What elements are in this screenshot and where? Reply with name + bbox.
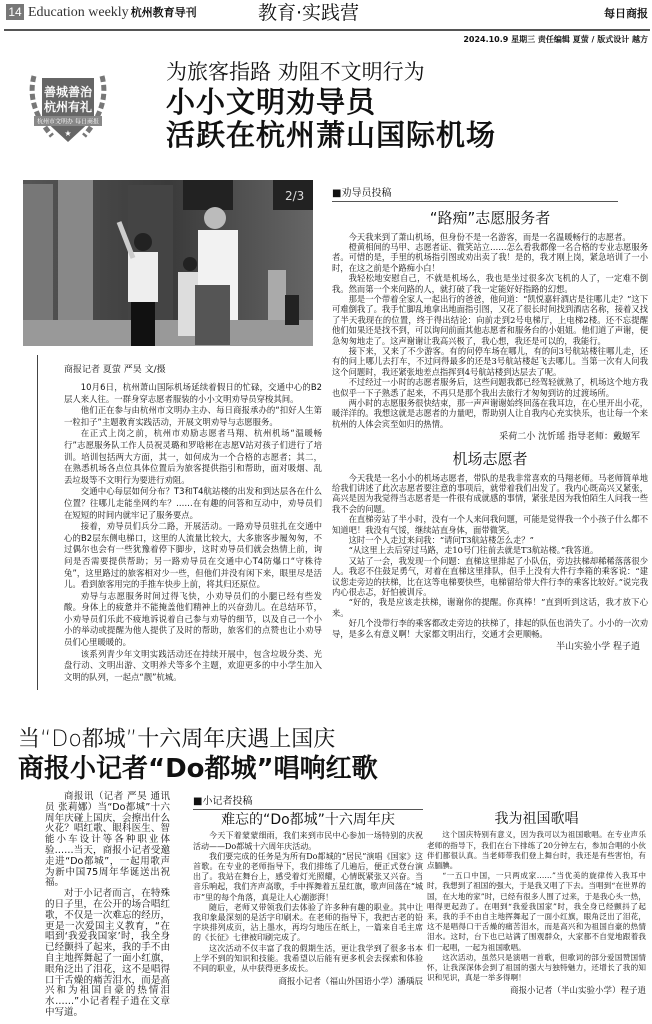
- reporter-column-2: [427, 812, 646, 997]
- edition-cn: 杭州教育导刊: [130, 6, 197, 19]
- article-body: [332, 473, 648, 640]
- story1-body: [64, 382, 322, 683]
- story1-byline: 商报记者 夏萤 严昊 文/摄: [64, 365, 166, 375]
- paragraph: 接着，劝导员们兵分二路，开展活动。一路劝导员驻扎在交通中心的B2层东侧电梯口，这里的人流量比较大，大多旅客步履匆匆，不过偶尔也会有一些犹豫着停下脚步，这时劝导员们就会热情上前，询问是否需要提供帮助；另一路劝导员在交通中心T4防爆口“守株待兔”，这里路过的旅客相对少一些，但他们并没有闲下来，眼里尽是活儿。看到旅客用完的手推车快步上前，将其归还原位。: [64, 521, 322, 590]
- article-body: [193, 831, 423, 974]
- paragraph: 他们正在参与由杭州市文明办主办、每日商报承办的“扣好人生第一粒扣子”主题教育实践活动，开展文明劝导与志愿服务。: [64, 405, 322, 427]
- paragraph: 这次活动，虽然只是演唱一首歌，但歌词的部分爱国赞国情怀，让我深深体会到了祖国的强大与独特魅力，还增长了我的知识和见识，真是一举多得啊！: [427, 952, 646, 983]
- paragraph: 这时一个人走过来问我：“请问T3航站楼怎么走？”: [348, 534, 534, 545]
- paragraph: 在正式上岗之前，杭州市劝励志愿者马翔、杭州机场“温暖畅行”志愿服务队工作人员祝灵璐和罗晗彬在志愿V站对孩子们进行了培训。培训包括两大方面，其一，如何成为一个合格的志愿者；其二，在熟悉机场各点位具体位置后为旅客提供指引和帮助，面对吸烟、乱丢垃圾等不文明行为要进行劝阻。: [64, 428, 322, 485]
- article-body: [427, 830, 646, 983]
- story1-headline-2: 活跃在杭州萧山国际机场: [166, 118, 497, 152]
- story2-body: [45, 792, 170, 1019]
- paragraph: 我轻松地安慰自己，不就是机场么，我也是坐过很多次飞机的人了，一定难不倒我。然而第一个来问路的人，就打破了我一定能好好指路的幻想。: [332, 273, 648, 294]
- story1-headline-1: 小小文明劝导员: [166, 85, 377, 119]
- campaign-logo: [22, 56, 114, 148]
- dateline: 2024.10.9 星期三 责任编辑 夏萤 / 版式设计 越方: [463, 35, 648, 44]
- story2-headline: 商报小记者“Do都城”唱响红歌: [18, 754, 378, 784]
- header-rule: [4, 29, 650, 31]
- paragraph: 商报讯（记者 严昊 通讯员 张莉娜）当“Do都城”十六周年庆碰上国庆，会擦出什么火花？唱红歌、眼科医生、智能小车设计等各种职业体验……当天，商报小记者受邀走进“Do都城”，一起用歌声为新中国75周年华诞送出祝福。: [45, 791, 170, 889]
- paragraph: 该系列青少年文明实践活动还在持续开展中，包含垃圾分类、光盘行动、文明出游、文明养犬等多个主题，欢迎更多的中小学生加入文明的队列，一起点“靓”杭城。: [64, 648, 322, 682]
- paper-name: 每日商报: [604, 7, 648, 20]
- edition-en: Education weekly: [28, 5, 129, 20]
- paragraph: 10月6日，杭州萧山国际机场延续着假日的忙碌，交通中心的B2层人来人往。一群身穿志愿者服装的小小文明劝导员穿梭其间。: [64, 382, 322, 404]
- contributions-column: [332, 188, 648, 661]
- paragraph: 随后，老师又带领我们去体验了许多种有趣的职业。其中让我印象最深刻的是活字印刷术。在老师的指导下，我把古老的铅字块排列成页，沾上墨水，再均匀地压在纸上，一篇来自毛主席的《长征》七律被印刷完成了。: [193, 902, 423, 943]
- logo-line2: 杭州有礼: [43, 100, 93, 114]
- paragraph: 又站了一会，我发现一个问题：直梯这里排起了小队伍，旁边扶梯却稀稀落落很少人。我忍不住鼓足勇气，对着在直梯这里排队，但手上没有大件行李箱的乘客说：“建议您走旁边的扶梯，比在这等电梯要快些，电梯留给带大件行李的乘客比较好。”说完我内心很忐忑，好怕被训斥。: [332, 555, 648, 597]
- article-body: [332, 232, 648, 430]
- section-title: 教育·实践营: [258, 2, 360, 24]
- paragraph: 交通中心每层如何分布？T3和T4航站楼的出发和到达层各在什么位置？往哪儿走能坐网约车？……在有趣的问答和互动中，劝导员们在短短的时间内就牢记了服务要点。: [64, 486, 322, 520]
- edition-name: [28, 6, 197, 20]
- paragraph: 橙黄相间的马甲、志愿者证、微笑站立……怎么看我都像一名合格的专业志愿服务者。可惜的是，手里的机场指引图或劝出卖了我！是的，我才刚上岗，紧急培训了一小时，在这之前是个路痴小白！: [332, 241, 648, 273]
- paragraph: 那是一个带着全家人一起出行的爸爸，他问道：“凯悦嘉轩酒店是往哪儿走？”这下可难倒我了。我手忙脚乱地拿出地面指引图，又花了很长时间找到酒店名称，接着又找了半天我现在的位置，终于得出结论：向前走到2号电梯厅，上电梯2楼。还不忘提醒他们如果还是找不到，可以询问前面其他志愿者和服务台的小姐姐。他们道了声谢，便急匆匆地走了。这声谢谢让我高兴极了，我心想，我还是可以的，我能行。: [332, 293, 648, 346]
- airport-photo: [23, 180, 313, 346]
- svg-text:★: ★: [64, 129, 72, 138]
- article-title: 难忘的“Do都城”十六周年庆: [221, 812, 395, 828]
- article-title: 机场志愿者: [452, 450, 528, 469]
- paragraph: 在直梯旁站了半小时，没有一个人来问我问题，可能是觉得我一个小孩子什么都不知道吧！我没有气馁，继续站直身体，面带微笑。: [332, 514, 648, 535]
- article-title: “路痴”志愿服务者: [429, 209, 551, 227]
- article-credit: 半山实验小学 程子逍: [556, 642, 640, 653]
- paragraph: “一五口中国，一只两成家……”当优美的旋律传入我耳中时，我想到了祖国的强大，于是我又唱了下去。当唱到“在世界的国，在大地的家”时，已经有很多人围了过来，于是我心头一热，唱得更起劲了。在唱到“我爱我国家”时，我全身已经颤抖了起来，我的手不由自主地挥舞起了一面小红旗，眼角泛出了泪花，这不是唱得口干舌燥的痛苦泪水，而是高兴和为祖国自豪的热情泪水。这时，台下也已站满了围观群众，大家都不自觉地跟着我们一起唱，一起为祖国歌唱。: [427, 871, 646, 952]
- logo-line1: 善城善治: [43, 85, 93, 99]
- logo-ribbon: 杭州市文明办 每日商报: [37, 118, 99, 126]
- paragraph: “从这里上去后穿过马路，走10号门往前去就是T3航站楼。”我答道。: [348, 545, 599, 556]
- column-rule: [37, 355, 38, 690]
- page-number: 14: [6, 4, 24, 20]
- paragraph: 这次活动不仅丰富了我的假期生活，更让我学到了很多书本上学不到的知识和技能。我希望以后能有更多机会去探索和体验不同的职业，从中获得更多成长。: [193, 943, 423, 974]
- section-tag: ■小记者投稿: [193, 796, 423, 810]
- paragraph: 接下来，又来了不少游客。有的问停车场在哪儿，有的问3号航站楼往哪儿走，还有的问上哪儿去打车，不过问得最多的还是3号航站楼起飞去哪儿。当第一次有人问我这个问题时，我还紧张地差点指挥到4号航站楼到达层去了呢。: [332, 345, 648, 377]
- paragraph: 劝导与志愿服务时间过得飞快，小劝导员们的小腿已经有些发酸。身体上的疲惫并不能掩盖他们精神上的兴奋劲儿。在总结环节，小劝导员们乐此不疲地诉说着自己参与劝导的细节，以及自己一个小小的举动或提醒为他人提供了及时的帮助，旅客们的点赞也让小劝导员们心里暖暖的。: [64, 590, 322, 648]
- paragraph: “好的，我是应该走扶梯，谢谢你的提醒。你真棒！”直到听到这话，我才放下心来。: [332, 597, 648, 618]
- paragraph: 好几个没带行李的乘客都改走旁边的扶梯了，排起的队伍也消失了。小小的一次劝导，是多么有意义啊！大家都文明出行，交通才会更顺畅。: [332, 618, 648, 639]
- reporter-column-1: [193, 796, 423, 987]
- article-credit: 商报小记者（半山实验小学）程子逍: [509, 986, 646, 997]
- story2-subhead: 当“Do都城”十六周年庆遇上国庆: [18, 727, 336, 752]
- paragraph: 不过经过一小时的志愿者服务后，这些问题我都已经驾轻就熟了，机场这个地方我也似乎一下子熟悉了起来，不再只是那个我出去旅行才匆匆到访的过渡场所。: [332, 377, 648, 398]
- article-title: 我为祖国歌唱: [494, 811, 579, 827]
- paragraph: 对于小记者而言，在特殊的日子里，在公开的场合唱红歌，不仅是一次难忘的经历，更是一次爱国主义教育，“在唱到‘我爱我国家’时，我全身已经颤抖了起来，我的手不由自主地挥舞起了一面小红旗，眼角泛出了泪花，这不是唱得口干舌燥的痛苦泪水，而是高兴和为祖国自豪的热情泪水……”小记者程子逍在文章中写道。: [45, 888, 170, 1018]
- paragraph: 我们要完成的任务是为所有Do都城的“居民”演唱《国家》这首歌。在专业的老师指导下，我们排练了几遍后，便正式登台演出了。我站在舞台上，感受着灯光照耀，心情既紧张又兴奋。当音乐响起，我们齐声高歌，手中挥舞着五星红旗，歌声回荡在“城市”里的每个角落，真是让人心潮澎湃！: [193, 851, 423, 902]
- section-tag: ■劝导员投稿: [332, 188, 618, 202]
- story1-subhead: 为旅客指路 劝阻不文明行为: [166, 60, 425, 84]
- paragraph: 这个国庆特别有意义，因为我可以为祖国歌唱。在专业声乐老师的指导下，我们在台下排练了20分钟左右，参加合唱的小伙伴们都很认真。当老师带我们登上舞台时，我还是有些害怕，有点腼腆。: [427, 830, 646, 870]
- article-credit: 商报小记者（福山外国语小学）潘瑀辰: [278, 977, 423, 988]
- paragraph: 今天下着蒙蒙细雨，我们来到市民中心参加一场特别的庆祝活动——Do都城十六周年庆活动。: [193, 831, 423, 851]
- paragraph: 今天我来到了萧山机场，但身份不是一名游客，而是一名温暖畅行的志愿者。: [348, 231, 631, 242]
- photo-sign: 2/3: [285, 189, 305, 203]
- article-credit: 采荷二小 沈忻瑶 指导老师：戴姬军: [499, 432, 640, 443]
- paragraph: 今天我是一名小小的机场志愿者，带队的是我非常喜欢的马翔老师。马老师简单地给我们讲述了此次志愿者要注意的事项后，就带着我们出发了。我内心既高兴又紧张，高兴是因为我觉得当志愿者是一件很有成就感的事情，紧张是因为我怕陌生人问我一些我不会的问题。: [332, 472, 648, 514]
- paragraph: 两小时的志愿服务很快结束，那一声声谢谢始终回荡在我耳边，在心里开出小花，暖洋洋的。我想这就是志愿者的力量吧，帮助别人让自我内心充实快乐，也让每一个来杭州的人体会宾至如归的热情。: [332, 398, 648, 429]
